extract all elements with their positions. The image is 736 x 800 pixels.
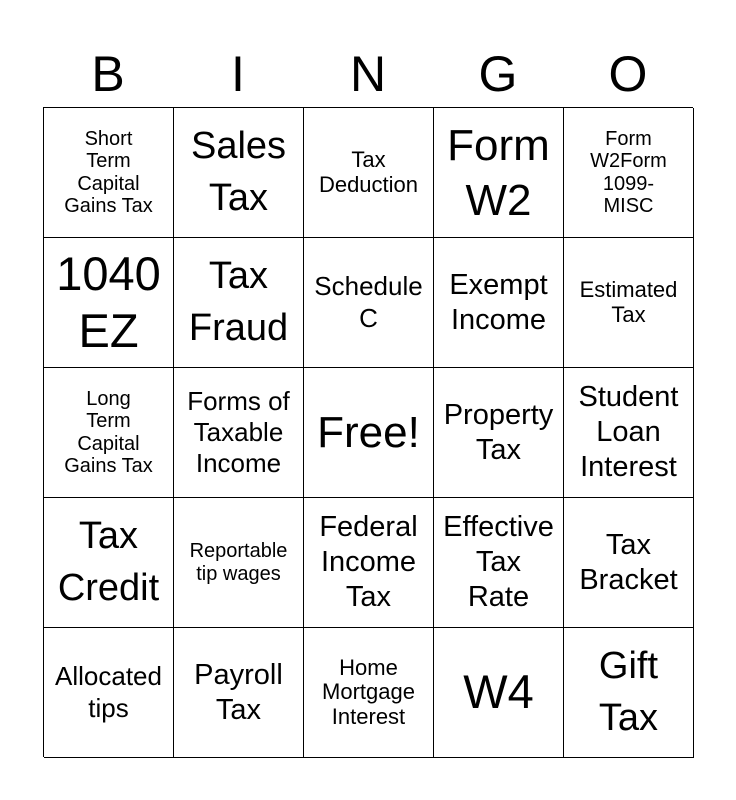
bingo-header: [43, 40, 693, 108]
bingo-cell-sales-tax[interactable]: Sales Tax: [174, 108, 304, 238]
bingo-cell-tax-deduction[interactable]: Tax Deduction: [304, 108, 434, 238]
bingo-cell-gift-tax[interactable]: Gift Tax: [564, 628, 694, 758]
bingo-cell-exempt-income[interactable]: Exempt Income: [434, 238, 564, 368]
bingo-cell-payroll-tax[interactable]: Payroll Tax: [174, 628, 304, 758]
bingo-cell-form-w2[interactable]: Form W2: [434, 108, 564, 238]
bingo-cell-tax-fraud[interactable]: Tax Fraud: [174, 238, 304, 368]
header-letter-b: B: [91, 46, 125, 102]
bingo-cell-effective-tax-rate[interactable]: Effective Tax Rate: [434, 498, 564, 628]
bingo-cell-tax-bracket[interactable]: Tax Bracket: [564, 498, 694, 628]
bingo-cell-home-mortgage-interest[interactable]: Home Mortgage Interest: [304, 628, 434, 758]
bingo-cell-free-space[interactable]: Free!: [304, 368, 434, 498]
bingo-cell-federal-income-tax[interactable]: Federal Income Tax: [304, 498, 434, 628]
bingo-cell-1040-ez[interactable]: 1040 EZ: [44, 238, 174, 368]
bingo-cell-student-loan-interest[interactable]: Student Loan Interest: [564, 368, 694, 498]
bingo-cell-w4[interactable]: W4: [434, 628, 564, 758]
header-letter-n: N: [349, 46, 387, 102]
bingo-cell-long-term-capital-gains-tax[interactable]: Long Term Capital Gains Tax: [44, 368, 174, 498]
bingo-cell-reportable-tip-wages[interactable]: Reportable tip wages: [174, 498, 304, 628]
bingo-cell-short-term-capital-gains-tax[interactable]: Short Term Capital Gains Tax: [44, 108, 174, 238]
header-letter-i: I: [231, 46, 245, 102]
bingo-cell-schedule-c[interactable]: Schedule C: [304, 238, 434, 368]
bingo-cell-allocated-tips[interactable]: Allocated tips: [44, 628, 174, 758]
bingo-cell-property-tax[interactable]: Property Tax: [434, 368, 564, 498]
bingo-cell-forms-of-taxable-income[interactable]: Forms of Taxable Income: [174, 368, 304, 498]
bingo-cell-tax-credit[interactable]: Tax Credit: [44, 498, 174, 628]
bingo-card-grid: [43, 107, 693, 757]
bingo-cell-estimated-tax[interactable]: Estimated Tax: [564, 238, 694, 368]
header-letter-o: O: [608, 46, 648, 102]
bingo-cell-form-w2-form-1099-misc[interactable]: Form W2Form 1099- MISC: [564, 108, 694, 238]
header-letter-g: G: [478, 46, 518, 102]
